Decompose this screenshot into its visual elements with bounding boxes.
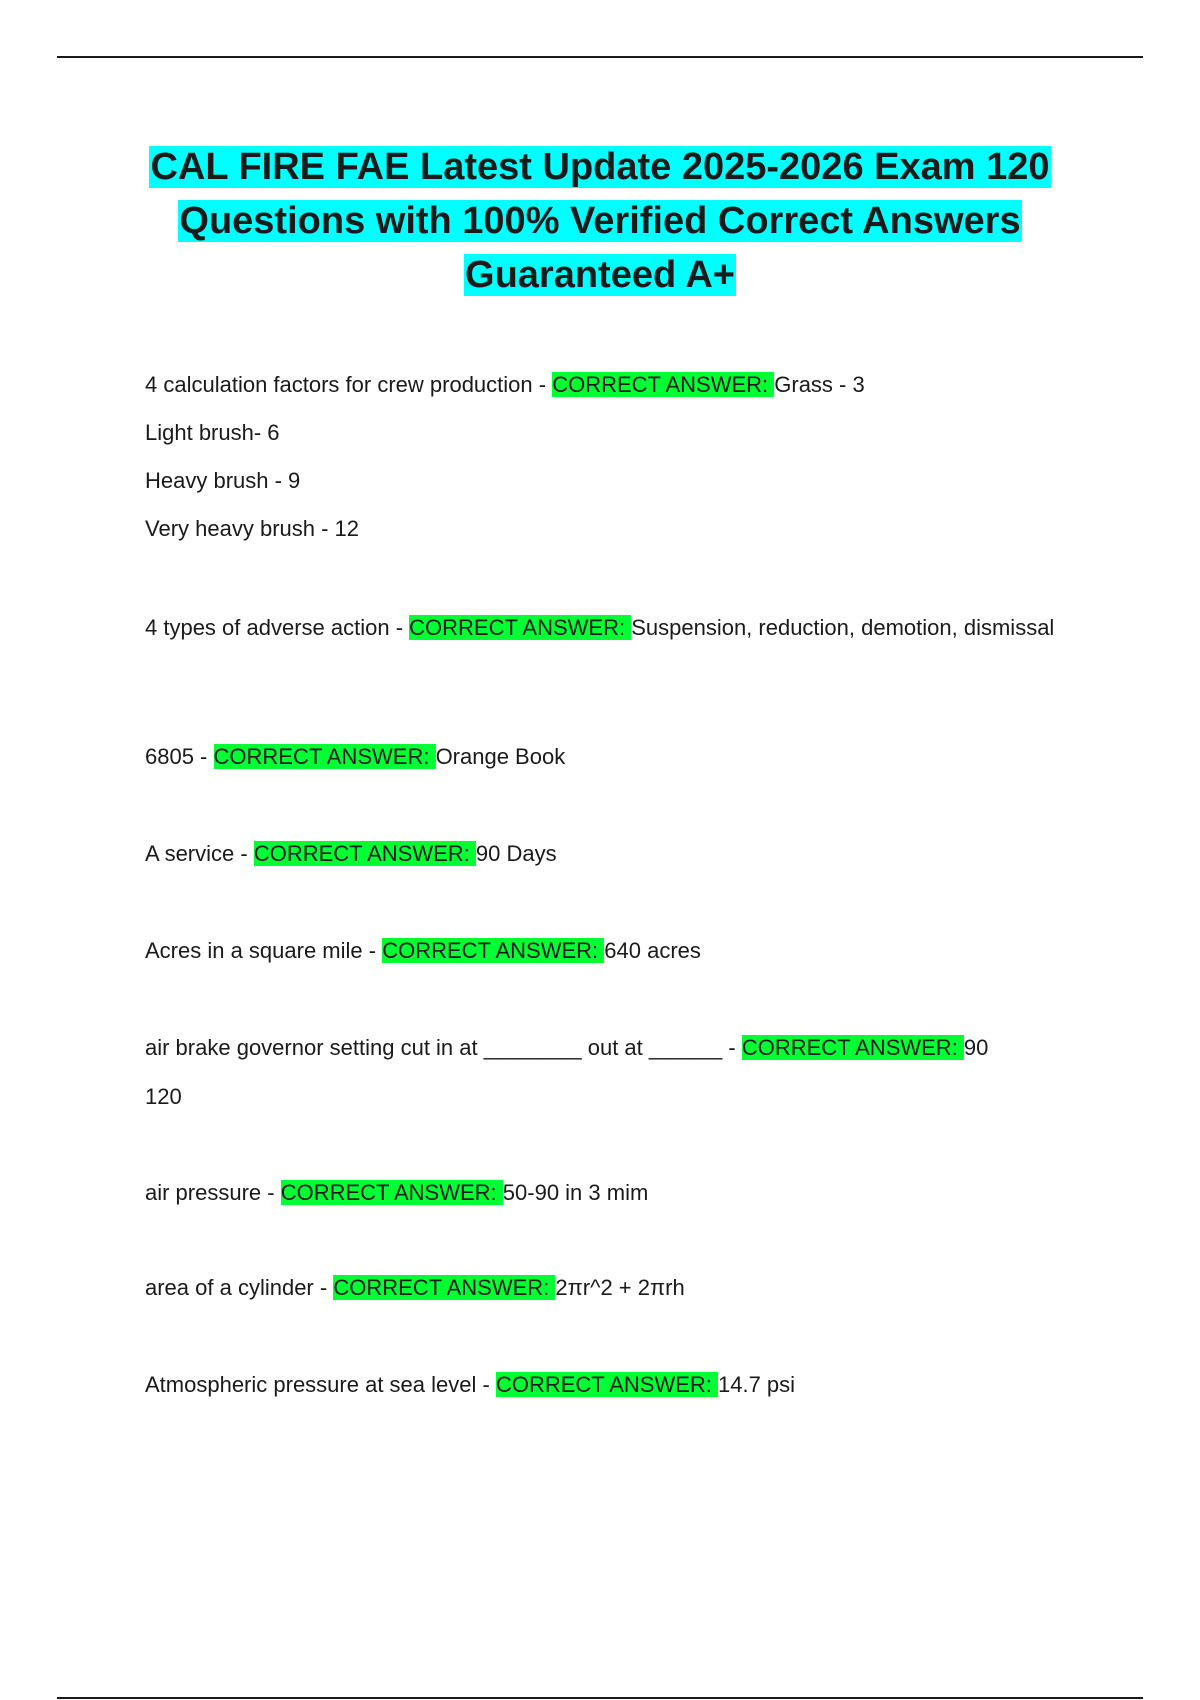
- answer-line: Very heavy brush - 12: [145, 516, 360, 541]
- answer-line: Light brush- 6: [145, 420, 280, 445]
- qa-line: [145, 1369, 1055, 1401]
- question-text: Atmospheric pressure at sea level -: [145, 1372, 496, 1397]
- qa-entry-adverse-action: [145, 612, 1055, 644]
- answer-text: 90 Days: [475, 841, 557, 866]
- qa-line: [145, 1177, 1055, 1209]
- document-title-text: CAL FIRE FAE Latest Update 2025-2026 Exam 120 Questions with 100% Verified Correct Answers Guaranteed A+: [150, 146, 1050, 296]
- answer-line: 120: [145, 1084, 182, 1109]
- qa-entry-cylinder: [145, 1272, 1055, 1304]
- correct-answer-marker: CORRECT ANSWER:: [280, 1180, 503, 1205]
- qa-entry-air-pressure: [145, 1177, 1055, 1209]
- header-rule: [57, 56, 1143, 58]
- question-text: air brake governor setting cut in at ________ out at ______ -: [145, 1035, 742, 1060]
- qa-entry-crew-production: [145, 369, 1055, 545]
- correct-answer-marker: CORRECT ANSWER:: [333, 1275, 556, 1300]
- answer-text: Grass - 3: [774, 372, 865, 397]
- qa-entry-a-service: [145, 838, 1055, 870]
- correct-answer-marker: CORRECT ANSWER:: [552, 372, 775, 397]
- qa-entry-air-brake: [145, 1032, 1055, 1113]
- qa-entry-acres: [145, 935, 1055, 967]
- qa-line: [145, 1272, 1055, 1304]
- question-text: area of a cylinder -: [145, 1275, 334, 1300]
- answer-text: Suspension, reduction, demotion, dismissal: [631, 615, 1055, 640]
- footer-rule: [57, 1697, 1143, 1699]
- answer-text: 90: [963, 1035, 989, 1060]
- answer-text: 50-90 in 3 mim: [502, 1180, 649, 1205]
- answer-text: 14.7 psi: [718, 1372, 796, 1397]
- answer-text: 2πr^2 + 2πrh: [555, 1275, 685, 1300]
- qa-line: [145, 935, 1055, 967]
- correct-answer-marker: CORRECT ANSWER:: [382, 938, 605, 963]
- answer-text: Orange Book: [435, 744, 566, 769]
- question-text: A service -: [145, 841, 254, 866]
- question-text: 4 calculation factors for crew production -: [145, 372, 553, 397]
- correct-answer-marker: CORRECT ANSWER:: [741, 1035, 964, 1060]
- document-title: [120, 140, 1080, 302]
- correct-answer-marker: CORRECT ANSWER:: [409, 615, 632, 640]
- qa-entry-atmospheric-pressure: [145, 1369, 1055, 1401]
- question-text: air pressure -: [145, 1180, 281, 1205]
- correct-answer-marker: CORRECT ANSWER:: [495, 1372, 718, 1397]
- correct-answer-marker: CORRECT ANSWER:: [253, 841, 476, 866]
- answer-text: 640 acres: [604, 938, 701, 963]
- question-text: 6805 -: [145, 744, 214, 769]
- question-text: Acres in a square mile -: [145, 938, 383, 963]
- qa-line: [145, 369, 1055, 401]
- qa-line: [145, 612, 1055, 644]
- qa-line: [145, 1032, 1055, 1064]
- qa-line: [145, 741, 1055, 773]
- qa-entry-6805: [145, 741, 1055, 773]
- qa-line: [145, 838, 1055, 870]
- answer-line: Heavy brush - 9: [145, 468, 301, 493]
- question-text: 4 types of adverse action -: [145, 615, 410, 640]
- correct-answer-marker: CORRECT ANSWER:: [213, 744, 436, 769]
